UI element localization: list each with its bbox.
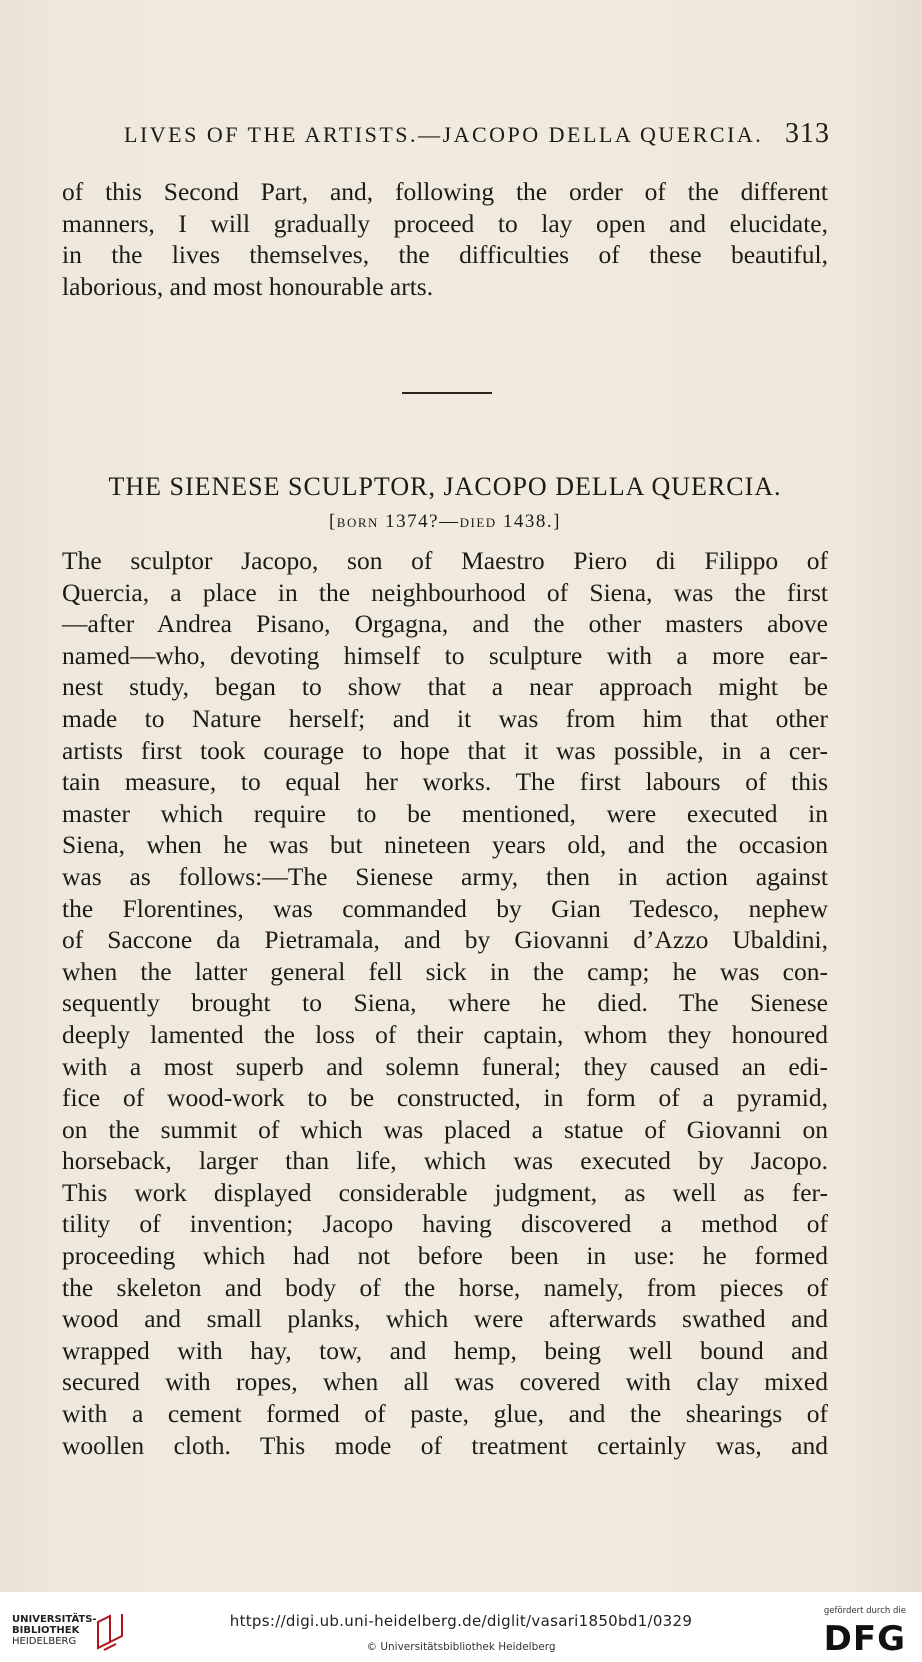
intro-paragraph: [62, 176, 828, 302]
logo-text-line: HEIDELBERG: [12, 1636, 77, 1647]
text-line: sequently brought to Siena, where he died. The Sienese: [62, 988, 828, 1018]
logo-text-line: UNIVERSITÄTS-: [12, 1614, 97, 1625]
text-line: —after Andrea Pisano, Orgagna, and the other masters above: [62, 609, 828, 639]
text-line: named—who, devoting himself to sculpture with a more ear-: [62, 640, 828, 670]
text-line: master which require to be mentioned, were executed in: [62, 798, 828, 828]
text-line: tain measure, to equal her works. The first labours of this: [62, 767, 828, 797]
funding-note: gefördert durch die: [823, 1606, 906, 1616]
running-head: [124, 118, 830, 150]
copyright-notice: © Universitätsbibliothek Heidelberg: [366, 1641, 556, 1653]
body-paragraph: [62, 545, 828, 1461]
text-line: when the latter general fell sick in the camp; he was con-: [62, 956, 828, 986]
text-line: on the summit of which was placed a statue of Giovanni on: [62, 1114, 828, 1144]
chapter-title: THE SIENESE SCULPTOR, JACOPO DELLA QUERCIA.: [108, 472, 782, 501]
library-footer: [0, 1592, 922, 1662]
text-line: made to Nature herself; and it was from him that other: [62, 703, 828, 733]
text-line: fice of wood-work to be constructed, in form of a pyramid,: [62, 1083, 828, 1113]
text-line: The sculptor Jacopo, son of Maestro Piero di Filippo of: [62, 546, 828, 575]
text-line: of Saccone da Pietramala, and by Giovanni d’Azzo Ubaldini,: [62, 925, 828, 955]
running-head-title: LIVES OF THE ARTISTS.—JACOPO DELLA QUERCIA.: [124, 122, 764, 147]
text-line: tility of invention; Jacopo having discovered a method of: [62, 1209, 828, 1239]
text-line: the Florentines, was commanded by Gian Tedesco, nephew: [62, 893, 828, 923]
logo-text-line: BIBLIOTHEK: [12, 1625, 80, 1636]
text-line: nest study, began to show that a near approach might be: [62, 672, 828, 702]
text-line: wood and small planks, which were afterwards swathed and: [62, 1304, 828, 1334]
page-number: 313: [785, 118, 830, 149]
permalink-url[interactable]: https://digi.ub.uni-heidelberg.de/diglit/vasari1850bd1/0329: [229, 1612, 693, 1630]
text-line: woollen cloth. This mode of treatment certainly was, and: [62, 1430, 828, 1460]
text-line: artists first took courage to hope that it was possible, in a cer-: [62, 735, 828, 765]
text-line: in the lives themselves, the difficulties of these beautiful,: [62, 240, 828, 270]
text-line: with a cement formed of paste, glue, and the shearings of: [62, 1399, 828, 1429]
text-line: manners, I will gradually proceed to lay open and elucidate,: [62, 208, 828, 238]
text-line: Quercia, a place in the neighbourhood of Siena, was the first: [62, 577, 828, 607]
text-line: laborious, and most honourable arts.: [62, 271, 434, 301]
section-divider: [402, 392, 492, 394]
text-line: with a most superb and solemn funeral; they caused an edi-: [62, 1051, 828, 1081]
text-line: the skeleton and body of the horse, namely, from pieces of: [62, 1272, 828, 1302]
dfg-logo: [806, 1606, 906, 1659]
text-line: proceeding which had not before been in use: he formed: [62, 1241, 828, 1271]
text-line: horseback, larger than life, which was executed by Jacopo.: [62, 1146, 828, 1176]
text-line: secured with ropes, when all was covered with clay mixed: [62, 1367, 828, 1397]
text-line: wrapped with hay, tow, and hemp, being well bound and: [62, 1335, 828, 1365]
text-line: deeply lamented the loss of their captain, whom they honoured: [62, 1019, 828, 1049]
funder-name: DFG: [823, 1619, 906, 1659]
text-line: of this Second Part, and, following the order of the different: [62, 177, 828, 206]
text-line: Siena, when he was but nineteen years old, and the occasion: [62, 830, 828, 860]
chapter-dates: [born 1374?—died 1438.]: [328, 511, 561, 532]
text-line: was as follows:—The Sienese army, then in action against: [62, 861, 828, 891]
text-line: This work displayed considerable judgment, as well as fer-: [62, 1177, 828, 1207]
